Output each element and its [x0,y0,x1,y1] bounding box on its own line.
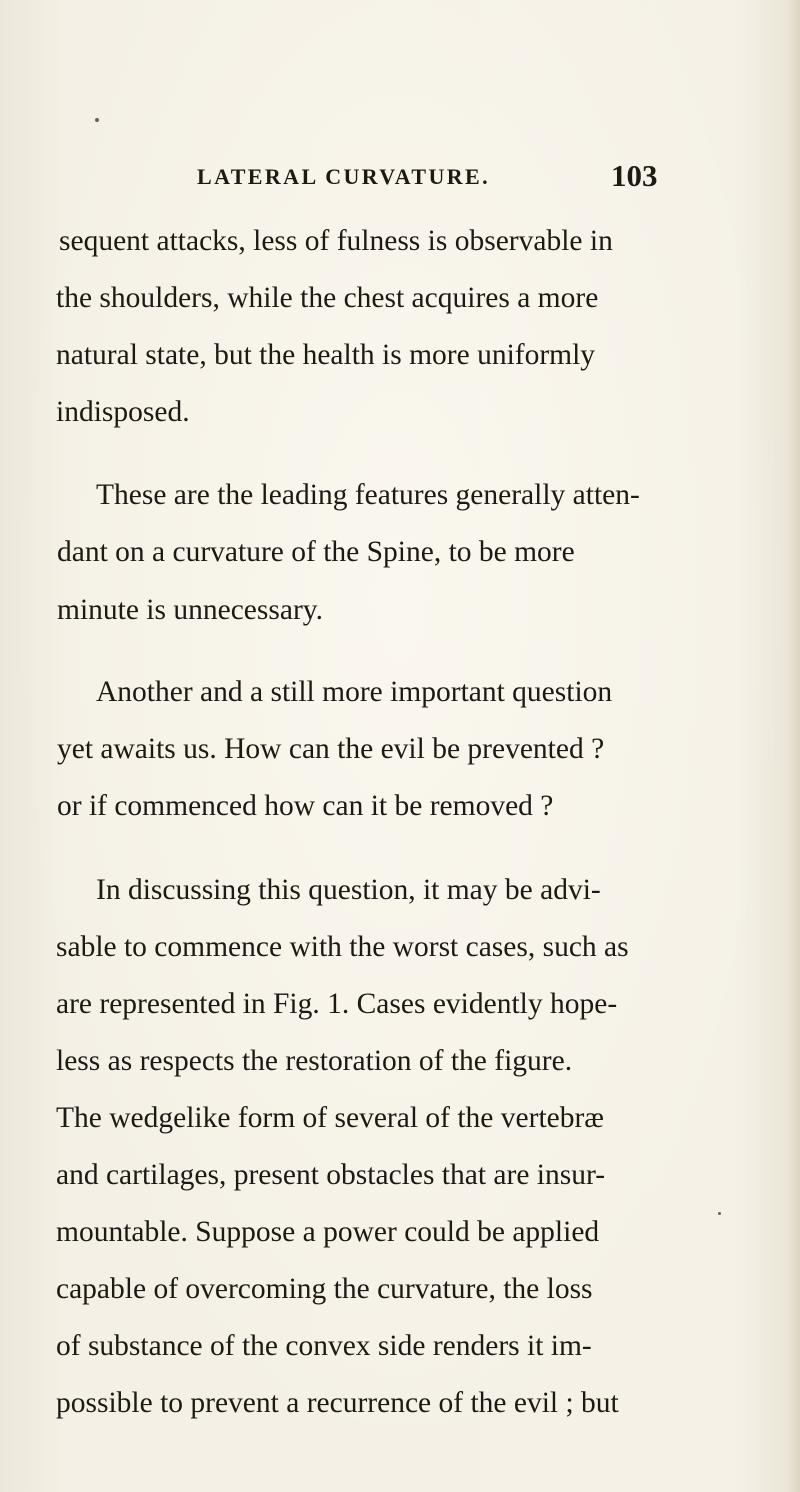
text-line: of substance of the convex side renders it im- [56,1330,592,1362]
text-line: minute is unnecessary. [57,594,323,626]
text-line: The wedgelike form of several of the vertebræ [56,1102,604,1134]
ink-speck [95,118,99,122]
text-line: and cartilages, present obstacles that are insur- [56,1159,606,1191]
text-line: These are the leading features generally atten- [96,479,640,511]
text-line: indisposed. [56,396,190,428]
text-line: sequent attacks, less of fulness is observable in [59,225,613,257]
text-line: the shoulders, while the chest acquires a more [56,282,599,314]
text-line: Another and a still more important question [96,676,613,708]
text-line: sable to commence with the worst cases, such as [56,931,629,963]
text-line: are represented in Fig. 1. Cases evidently hope- [56,988,618,1020]
running-head: LATERAL CURVATURE. [197,164,491,189]
text-line: less as respects the restoration of the figure. [56,1045,573,1077]
page-header [0,140,800,200]
text-line: mountable. Suppose a power could be applied [56,1216,600,1248]
text-line: dant on a curvature of the Spine, to be more [57,536,575,568]
text-line: capable of overcoming the curvature, the loss [56,1273,593,1305]
ink-speck [718,1212,721,1215]
page-number: 103 [611,158,658,193]
text-line: In discussing this question, it may be advi- [96,874,601,906]
page-edge-shadow [788,0,800,1492]
text-line: yet awaits us. How can the evil be prevented ? [57,733,605,765]
text-line: or if commenced how can it be removed ? [57,790,554,822]
text-line: natural state, but the health is more uniformly [56,339,596,371]
text-line: possible to prevent a recurrence of the evil ; but [56,1387,619,1419]
